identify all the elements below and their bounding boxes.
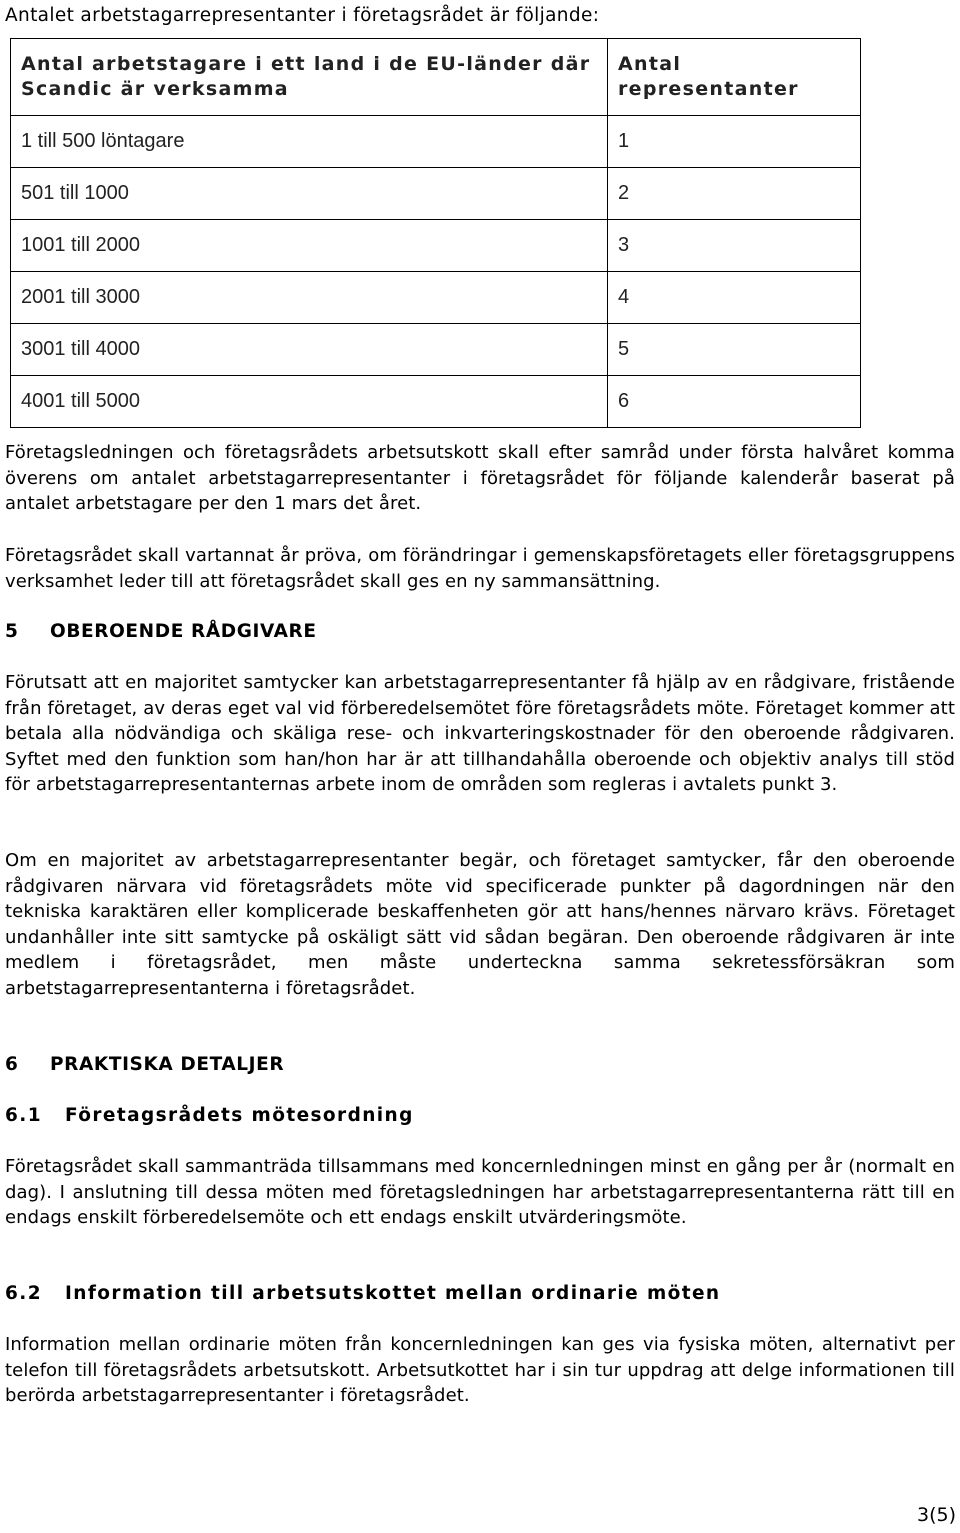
section-heading-5 — [5, 619, 317, 645]
intro-text: Antalet arbetstagarrepresentanter i företagsrådet är följande: — [5, 5, 600, 26]
representatives-table — [10, 38, 861, 428]
paragraph-information-between-meetings: Information mellan ordinarie möten från koncernledningen kan ges via fysiska möten, alternativt per telefon till företagsrådets arbetsutskott. Arbetsutkottet har i sin tur uppdrag att delge informationen till berörda arbetstagarrepresentanter i företagsrådet. — [5, 1334, 955, 1406]
representative-count-cell: 2 — [608, 168, 861, 220]
representative-count-cell: 1 — [608, 116, 861, 168]
table-row — [11, 168, 861, 220]
header-representative-count: Antal representanter — [608, 39, 861, 116]
table-row — [11, 272, 861, 324]
employee-range-cell: 1001 till 2000 — [11, 220, 608, 272]
table-row — [11, 116, 861, 168]
paragraph-council-size: Företagsledningen och företagsrådets arbetsutskott skall efter samråd under första halvåret komma överens om antalet arbetstagarrepresentanter i företagsrådet för följande kalenderår baserat på antalet arbetstagare per den 1 mars det året. — [5, 442, 955, 514]
table-row — [11, 324, 861, 376]
table-row — [11, 376, 861, 428]
employee-range-cell: 4001 till 5000 — [11, 376, 608, 428]
representative-count-cell: 5 — [608, 324, 861, 376]
section-number: 6.1 — [5, 1105, 42, 1126]
section-number: 5 — [5, 621, 19, 642]
section-title: PRAKTISKA DETALJER — [50, 1054, 285, 1075]
employee-range-cell: 3001 till 4000 — [11, 324, 608, 376]
paragraph-advisor-attendance: Om en majoritet av arbetstagarrepresentanter begär, och företaget samtycker, får den oberoende rådgivaren närvara vid företagsrådets möte vid specificerade punkter på dagordningen när den tekniska karaktären eller komplicerade beskaffenheten gör att hans/hennes närvaro krävs. Företaget undanhåller inte sitt samtycke på oskäligt sätt vid sådan begäran. Den oberoende rådgivaren är inte medlem i företagsrådet, men måste underteckna samma sekretessförsäkran som arbetstagarrepresentanterna i företagsrådet. — [5, 850, 955, 999]
table-row — [11, 220, 861, 272]
employee-range-cell: 2001 till 3000 — [11, 272, 608, 324]
representative-count-cell: 4 — [608, 272, 861, 324]
section-number: 6.2 — [5, 1283, 42, 1304]
section-title: Information till arbetsutskottet mellan ordinarie möten — [65, 1283, 721, 1304]
header-employee-count: Antal arbetstagare i ett land i de EU-länder där Scandic är verksamma — [11, 39, 608, 116]
table-header-row — [11, 39, 861, 116]
section-title: Företagsrådets mötesordning — [65, 1105, 414, 1126]
employee-range-cell: 1 till 500 löntagare — [11, 116, 608, 168]
section-heading-6-1 — [5, 1103, 414, 1129]
paragraph-advisor-right: Förutsatt att en majoritet samtycker kan arbetstagarrepresentanter få hjälp av en rådgivare, fristående från företaget, av deras eget val vid förberedelsemötet före företagsrådets möte. Företaget kommer att betala alla nödvändiga och skäliga rese- och inkvarteringskostnader för den oberoende rådgivaren. Syftet med den funktion som han/hon har är att tillhandahålla oberoende och objektiv analys till stöd för arbetstagarrepresentanternas arbete inom de områden som regleras i avtalets punkt 3. — [5, 672, 955, 795]
paragraph-biennial-review: Företagsrådet skall vartannat år pröva, om förändringar i gemenskapsföretagets eller företagsgruppens verksamhet leder till att företagsrådet skall ges en ny sammansättning. — [5, 545, 955, 592]
paragraph-meeting-schedule: Företagsrådet skall sammanträda tillsammans med koncernledningen minst en gång per år (normalt en dag). I anslutning till dessa möten med företagsledningen har arbetstagarrepresentanterna rätt till en endags enskilt förberedelsemöte och ett endags enskilt utvärderingsmöte. — [5, 1156, 955, 1228]
employee-range-cell: 501 till 1000 — [11, 168, 608, 220]
section-heading-6 — [5, 1052, 284, 1078]
section-number: 6 — [5, 1054, 19, 1075]
representative-count-cell: 6 — [608, 376, 861, 428]
representative-count-cell: 3 — [608, 220, 861, 272]
section-title: OBEROENDE RÅDGIVARE — [50, 621, 317, 642]
page-number: 3(5) — [916, 1504, 956, 1526]
section-heading-6-2 — [5, 1281, 721, 1307]
